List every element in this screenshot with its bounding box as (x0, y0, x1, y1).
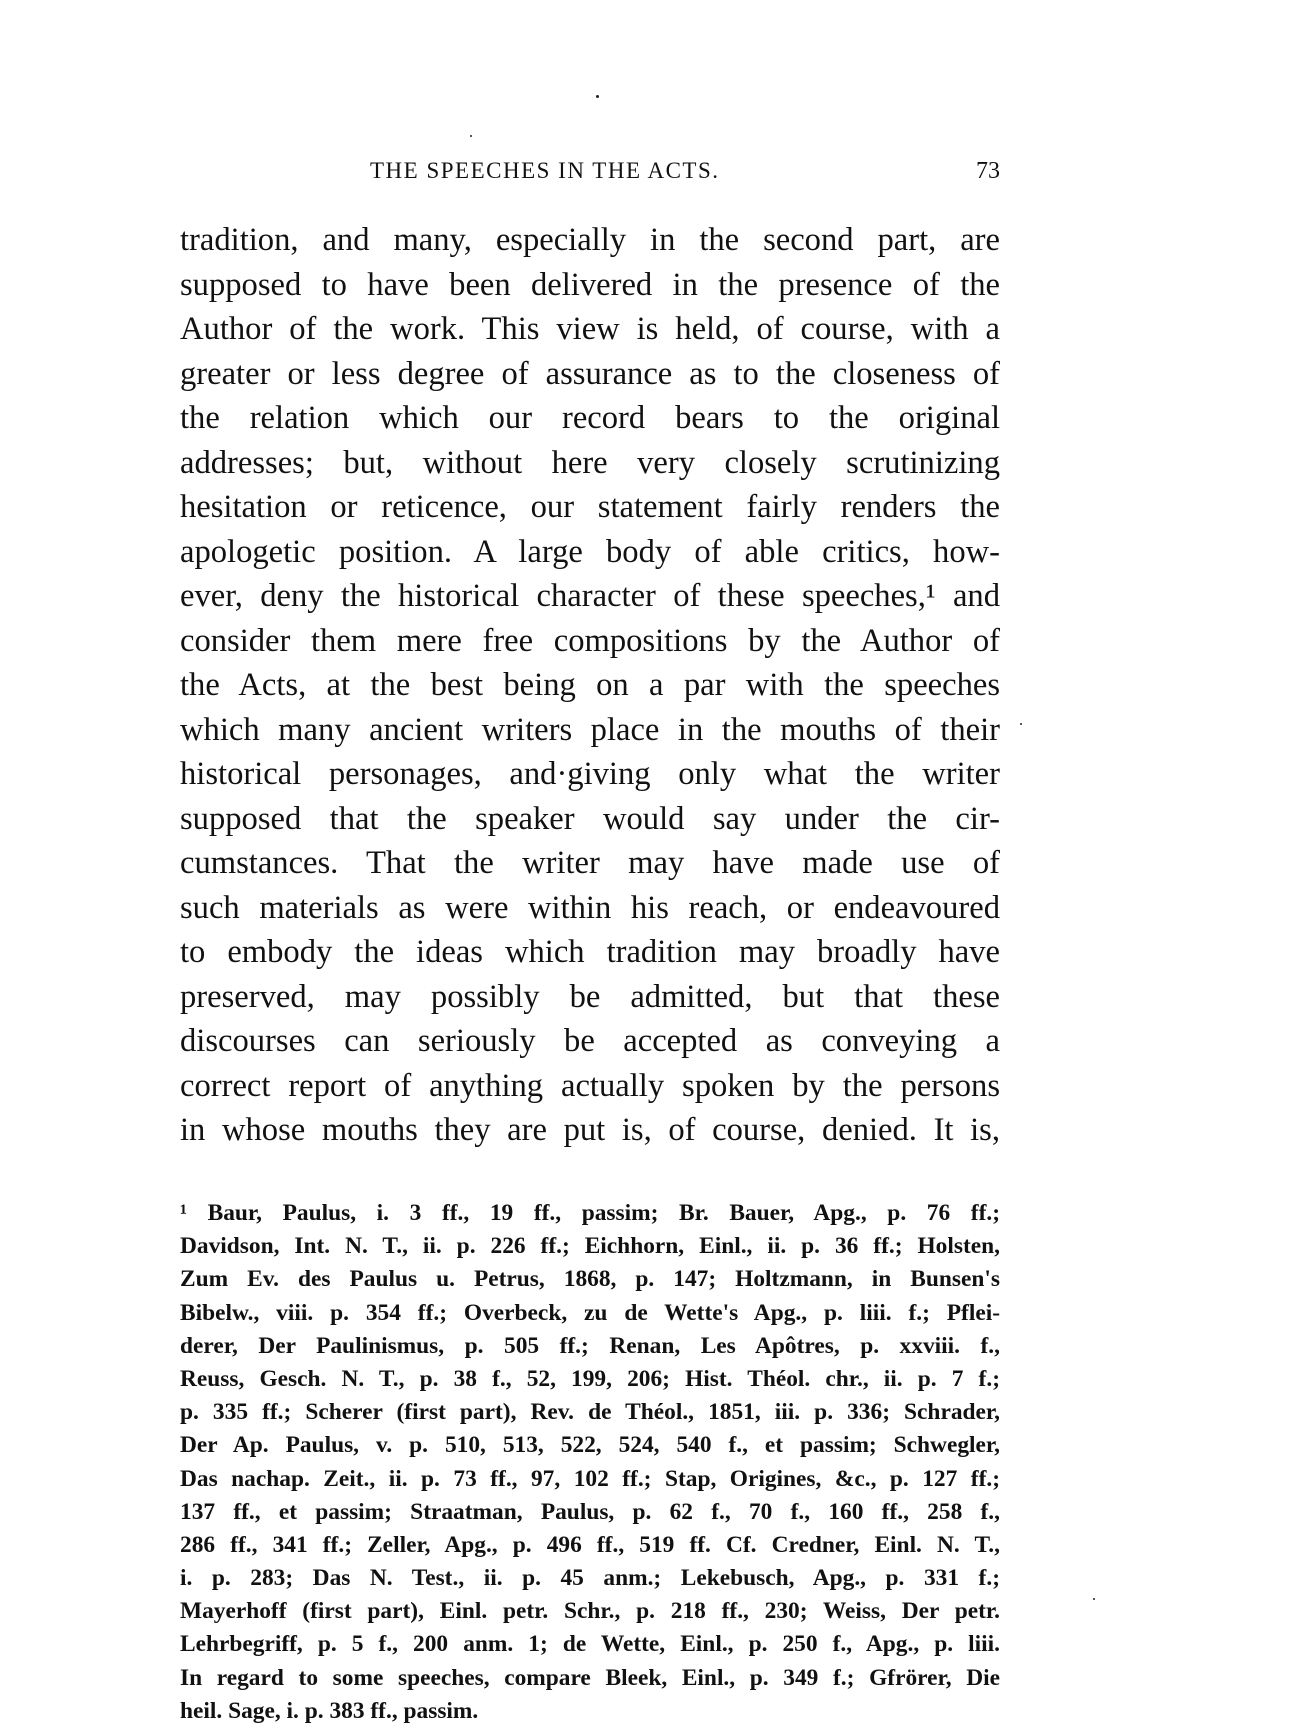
footnote-line: 286 ff., 341 ff.; Zeller, Apg., p. 496 ff., 519 ff. Cf. Credner, Einl. N. T., (180, 1531, 1000, 1558)
body-line: such materials as were within his reach, or endeavoured (180, 889, 1000, 926)
footnote-line: p. 335 ff.; Scherer (first part), Rev. de Théol., 1851, iii. p. 336; Schrader, (180, 1399, 1000, 1426)
body-line: supposed to have been delivered in the presence of the (180, 266, 1000, 303)
body-line: apologetic position. A large body of able critics, how- (180, 533, 1000, 570)
footnote-line: Bibelw., viii. p. 354 ff.; Overbeck, zu de Wette's Apg., p. liii. f.; Pflei- (180, 1299, 1000, 1326)
body-line: addresses; but, without here very closely scrutinizing (180, 444, 1000, 481)
running-head (180, 158, 1000, 194)
scan-speck (470, 135, 472, 137)
body-line: cumstances. That the writer may have made use of (180, 845, 1000, 881)
body-line: Author of the work. This view is held, of course, with a (180, 311, 1000, 347)
running-title: THE SPEECHES IN THE ACTS. (370, 158, 720, 183)
footnote (180, 1197, 1000, 1728)
body-line: preserved, may possibly be admitted, but that these (180, 978, 1000, 1015)
body-line: greater or less degree of assurance as to the closeness of (180, 355, 1000, 392)
body-line: ever, deny the historical character of these speeches,¹ and (180, 578, 1000, 614)
footnote-line: 137 ff., et passim; Straatman, Paulus, p. 62 f., 70 f., 160 ff., 258 f., (180, 1498, 1000, 1525)
footnote-line: Der Ap. Paulus, v. p. 510, 513, 522, 524, 540 f., et passim; Schwegler, (180, 1432, 1000, 1459)
footnote-line: heil. Sage, i. p. 383 ff., passim. (180, 1697, 479, 1724)
body-line: which many ancient writers place in the mouths of their (180, 711, 1000, 748)
footnote-line: derer, Der Paulinismus, p. 505 ff.; Renan, Les Apôtres, p. xxviii. f., (180, 1332, 1000, 1359)
footnote-line: Mayerhoff (first part), Einl. petr. Schr., p. 218 ff., 230; Weiss, Der petr. (180, 1598, 1000, 1625)
footnote-line: Davidson, Int. N. T., ii. p. 226 ff.; Eichhorn, Einl., ii. p. 36 ff.; Holsten, (180, 1233, 1000, 1260)
body-line: to embody the ideas which tradition may broadly have (180, 934, 1000, 970)
body-line: discourses can seriously be accepted as conveying a (180, 1023, 1000, 1059)
footnote-line: i. p. 283; Das N. Test., ii. p. 45 anm.; Lekebusch, Apg., p. 331 f.; (180, 1565, 1000, 1592)
footnote-line: Lehrbegriff, p. 5 f., 200 anm. 1; de Wette, Einl., p. 250 f., Apg., p. liii. (180, 1631, 1000, 1658)
body-line: hesitation or reticence, our statement fairly renders the (180, 489, 1000, 525)
scan-speck (1093, 1598, 1095, 1600)
body-line: consider them mere free compositions by the Author of (180, 622, 1000, 659)
footnote-line: In regard to some speeches, compare Bleek, Einl., p. 349 f.; Gfrörer, Die (180, 1664, 1000, 1691)
body-line: historical personages, and·giving only what the writer (180, 756, 1000, 792)
body-line: tradition, and many, especially in the second part, are (180, 222, 1000, 258)
footnote-line: Reuss, Gesch. N. T., p. 38 f., 52, 199, 206; Hist. Théol. chr., ii. p. 7 f.; (180, 1365, 1000, 1392)
scan-speck (596, 95, 599, 98)
footnote-line: Zum Ev. des Paulus u. Petrus, 1868, p. 147; Holtzmann, in Bunsen's (180, 1266, 1000, 1293)
body-line: supposed that the speaker would say under the cir- (180, 800, 1000, 837)
body-line: the Acts, at the best being on a par with the speeches (180, 667, 1000, 703)
body-line: in whose mouths they are put is, of course, denied. It is, (180, 1112, 1000, 1148)
scan-speck (1020, 723, 1022, 725)
body-line: correct report of anything actually spoken by the persons (180, 1067, 1000, 1104)
footnote-line: ¹ Baur, Paulus, i. 3 ff., 19 ff., passim; Br. Bauer, Apg., p. 76 ff.; (180, 1200, 1000, 1226)
body-line: the relation which our record bears to the original (180, 400, 1000, 436)
body-text (180, 218, 1000, 1153)
page-number: 73 (976, 158, 1000, 184)
footnote-line: Das nachap. Zeit., ii. p. 73 ff., 97, 102 ff.; Stap, Origines, &c., p. 127 ff.; (180, 1465, 1000, 1492)
